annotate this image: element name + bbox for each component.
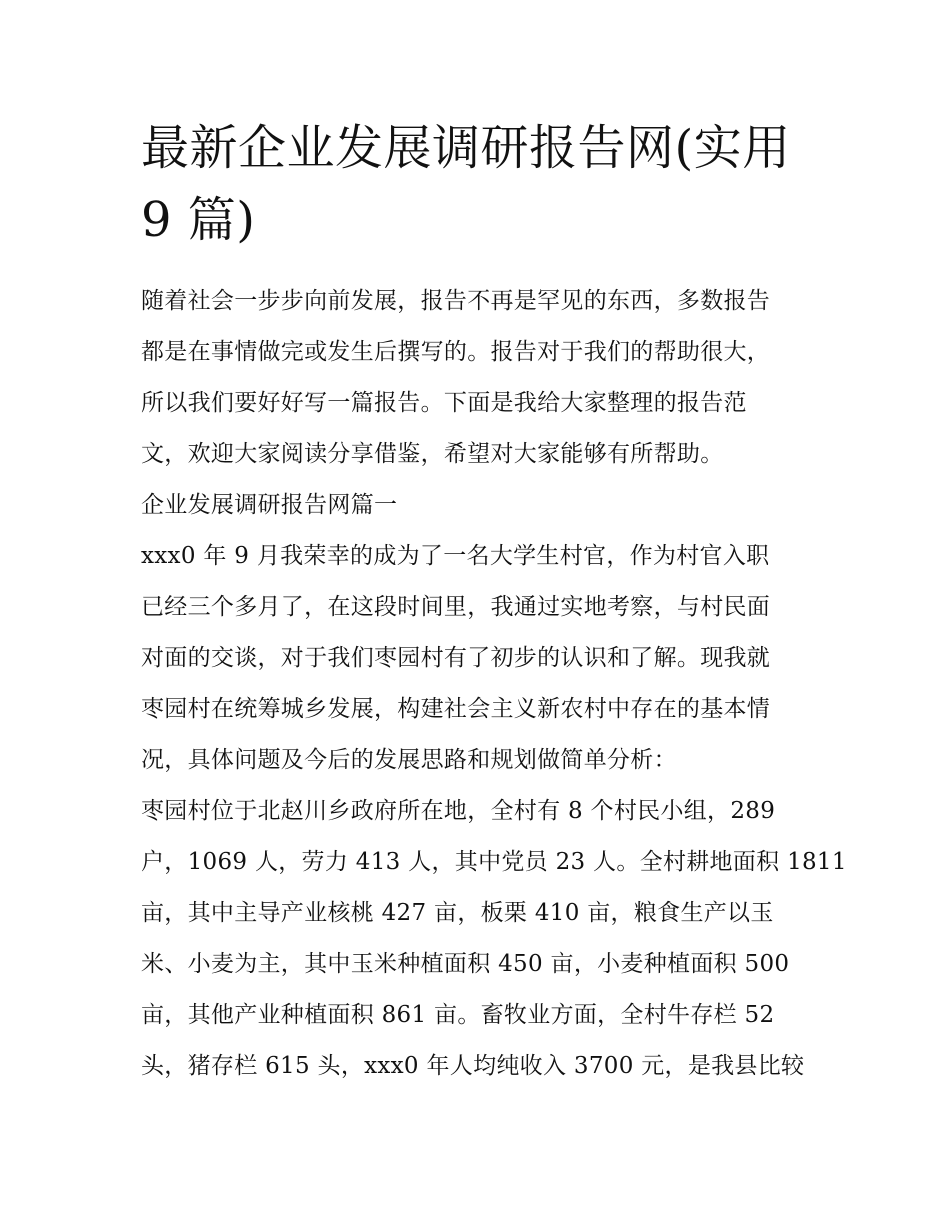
intro-paragraph	[141, 276, 813, 480]
text-line: 户，1069 人，劳力 413 人，其中党员 23 人。全村耕地面积 1811	[141, 849, 847, 875]
text-line: 况，具体问题及今后的发展思路和规划做简单分析：	[141, 747, 677, 773]
body-paragraph	[141, 786, 847, 1092]
document-title	[141, 112, 813, 256]
text-line: 所以我们要好好写一篇报告。下面是我给大家整理的报告范	[141, 390, 747, 416]
text-line: 枣园村位于北赵川乡政府所在地，全村有 8 个村民小组，289	[141, 798, 776, 824]
document-body	[141, 112, 847, 1092]
text-line: 枣园村在统筹城乡发展，构建社会主义新农村中存在的基本情	[141, 696, 771, 722]
text-line: 亩，其中主导产业核桃 427 亩，板栗 410 亩，粮食生产以玉	[141, 900, 774, 926]
text-line: 已经三个多月了，在这段时间里，我通过实地考察，与村民面	[141, 594, 771, 620]
section-heading: 企业发展调研报告网篇一	[141, 492, 398, 518]
text-line: 随着社会一步步向前发展，报告不再是罕见的东西，多数报告	[141, 288, 771, 314]
text-line: xxx0 年 9 月我荣幸的成为了一名大学生村官，作为村官入职	[141, 543, 770, 569]
text-line: 对面的交谈，对于我们枣园村有了初步的认识和了解。现我就	[141, 645, 771, 671]
text-line: 米、小麦为主，其中玉米种植面积 450 亩，小麦种植面积 500	[141, 951, 790, 977]
title-line: 最新企业发展调研报告网(实用	[141, 120, 791, 176]
text-line: 文，欢迎大家阅读分享借鉴，希望对大家能够有所帮助。	[141, 441, 724, 467]
title-line: 9 篇)	[141, 192, 256, 248]
text-line: 头，猪存栏 615 头，xxx0 年人均纯收入 3700 元，是我县比较	[141, 1053, 805, 1079]
text-line: 亩，其他产业种植面积 861 亩。畜牧业方面，全村牛存栏 52	[141, 1002, 775, 1028]
text-line: 都是在事情做完或发生后撰写的。报告对于我们的帮助很大，	[141, 339, 771, 365]
body-paragraph	[141, 531, 813, 786]
